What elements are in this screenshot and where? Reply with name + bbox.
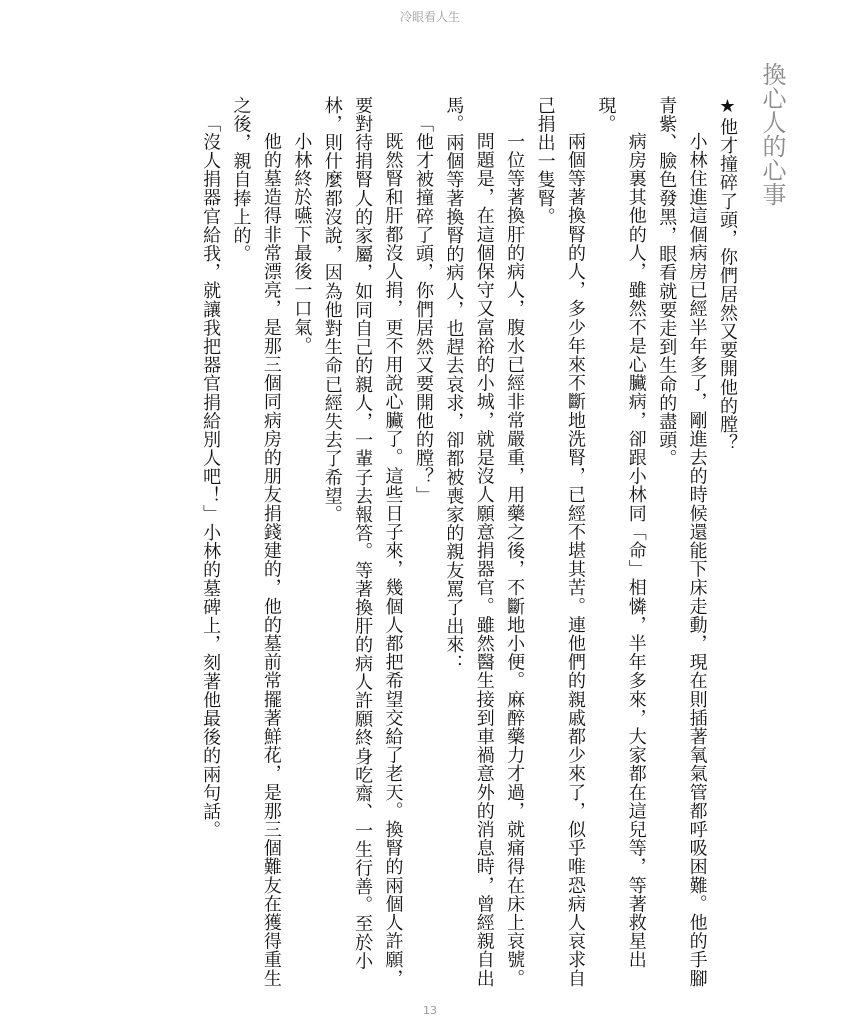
page-number: 13 xyxy=(423,1004,437,1017)
paragraph: 他的墓造得非常漂亮，是那三個同病房的朋友捐錢建的，他的墓前常擺著鮮花，是那三個難友在獲得重生之後，親自捧上的。 xyxy=(230,96,282,988)
section-heading: ★他才撞碎了頭，你們居然又要開他的膛？ xyxy=(717,96,738,453)
paragraph: 小林終於嚥下最後一口氣。 xyxy=(291,132,313,356)
paragraph: 既然腎和肝都沒人捐，更不用說心臟了。這些日子來，幾個人都把希望交給了老天。換腎的兩個人許願，要對待捐腎人的家屬，如同自己的親人，一輩子去報答。等著換肝的病人許願終身吃齋、一生行善。至於小林，則什麼都沒說，因為他對生命已經失去了希望。 xyxy=(321,96,404,988)
article-body xyxy=(195,96,742,996)
quote-paragraph: 「他才被撞碎了頭，你們居然又要開他的膛？」 xyxy=(412,114,434,505)
paragraph: 問題是，在這個保守又富裕的小城，就是沒人願意捐器官。雖然醫生接到車禍意外的消息時，曾經親自出馬。兩個等著換腎的病人，也趕去哀求，卻都被喪家的親友罵了出來： xyxy=(443,96,495,988)
article-title: 換心人的心事 xyxy=(758,62,786,206)
book-title-header: 冷眼看人生 xyxy=(399,10,460,24)
paragraph: 兩個等著換腎的人，多少年來不斷地洗腎，已經不堪其苦。連他們的親戚都少來了，似乎唯恐病人哀求自己捐出一隻腎。 xyxy=(534,96,586,988)
paragraph: 病房裏其他的人，雖然不是心臟病，卻跟小林同「命」相憐，半年多來，大家都在這兒等，等著救星出現。 xyxy=(595,96,647,969)
quote-paragraph: 「沒人捐器官給我，就讓我把器官捐給別人吧！」小林的墓碑上，刻著他最後的兩句話。 xyxy=(200,114,222,840)
paragraph: 一位等著換肝的病人，腹水已經非常嚴重，用藥之後，不斷地小便。麻醉藥力才過，就痛得在床上哀號。 xyxy=(504,132,526,988)
paragraph: 小林住進這個病房已經半年多了，剛進去的時候還能下床走動，現在則插著氧氣管都呼吸困難。他的手腳青紫、臉色發黑，眼看就要走到生命的盡頭。 xyxy=(656,96,708,988)
